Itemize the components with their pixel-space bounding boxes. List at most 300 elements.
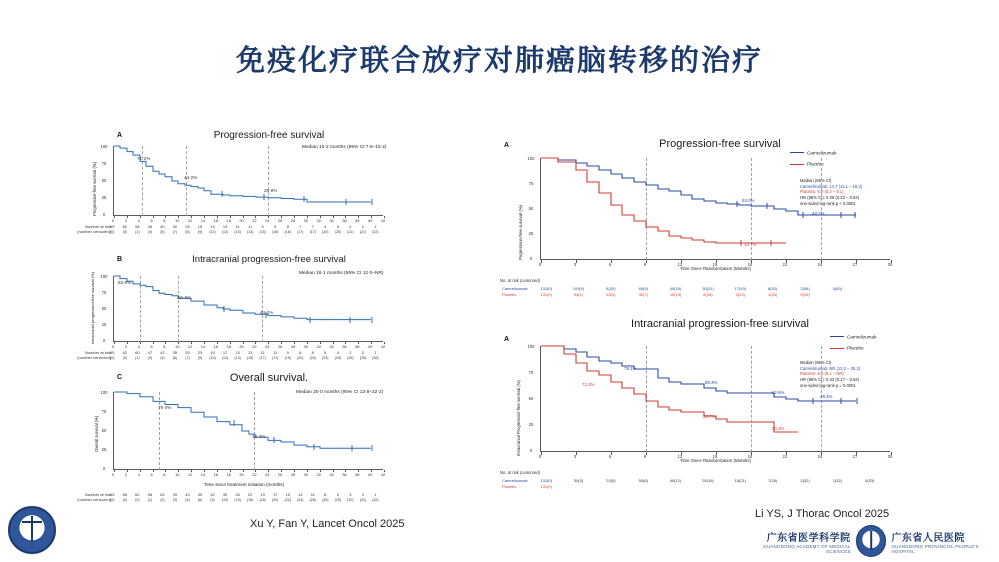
hospital-right-logo [742, 524, 999, 558]
risk-table-title: Number at risk [84, 350, 111, 355]
x-tick-label: 10 [175, 218, 180, 223]
x-tick-label: 12 [187, 218, 193, 223]
risk-cell: 3(22) [735, 292, 745, 297]
x-tick-label: 0 [111, 472, 115, 477]
risk-cell: (20) [309, 356, 316, 360]
y-tick: 25 [528, 231, 534, 236]
left-figure-panel [74, 128, 464, 506]
x-tick-label: 15 [712, 454, 718, 459]
x-tick-label: 2 [124, 344, 127, 349]
x-tick-label: 42 [380, 218, 386, 223]
annotation: 44·2% [184, 175, 198, 180]
survival-curves [541, 346, 891, 452]
risk-cell: (32) [372, 498, 379, 502]
x-tick-label: 12 [187, 472, 193, 477]
risk-cell: 65 [110, 492, 115, 497]
risk-cell: 32 [210, 492, 215, 497]
risk-cell: 11 [310, 492, 315, 497]
risk-cell: 65 [110, 350, 115, 355]
y-tick: 50 [528, 396, 534, 401]
risk-cell: (31) [359, 498, 367, 502]
x-tick-label: 6 [608, 454, 612, 459]
risk-cell: (10) [221, 498, 229, 502]
risk-cell: (12) [221, 230, 229, 234]
risk-cell: 26 [235, 492, 240, 497]
x-tick-label: 18 [226, 472, 231, 477]
risk-cell: (28) [322, 498, 329, 502]
x-tick-label: 42 [380, 472, 386, 477]
risk-cell: (20) [334, 230, 342, 234]
x-tick-label: 4 [137, 344, 140, 349]
y-tick: 100 [527, 156, 535, 161]
risk-cell: 7(24) [768, 478, 778, 483]
x-tick-label: 18 [747, 454, 753, 459]
x-tick-label: 9 [643, 454, 647, 459]
page-title: 免疫化疗联合放疗对肺癌脑转移的治疗 [235, 45, 763, 77]
x-tick-label: 6 [150, 218, 153, 223]
survival-curve [114, 276, 384, 342]
risk-cell: 0(25) [800, 292, 810, 297]
risk-cell: 3 [349, 492, 352, 497]
risk-cell: (25) [347, 356, 354, 360]
plot-area [540, 346, 890, 452]
annotation: 80.3% [705, 380, 718, 385]
risk-cell: 47 [147, 350, 153, 355]
risk-cell: 2 [349, 224, 352, 229]
risk-cell: (24) [334, 356, 342, 360]
risk-cell: 13 [247, 350, 253, 355]
x-tick-label: 12 [677, 454, 683, 459]
right-figure-panel [500, 136, 940, 502]
risk-cell: (5) [185, 498, 190, 502]
y-axis-label: Intracranial progression-free survival (%) [90, 271, 95, 344]
risk-cell: 53(4) [606, 292, 616, 297]
risk-cell: (19) [284, 356, 291, 360]
plot-area [113, 392, 383, 470]
x-tick-label: 30 [303, 344, 309, 349]
risk-cell: 11 [235, 224, 240, 229]
risk-cell: 8 [286, 224, 289, 229]
chart-title: Progression-free survival [659, 138, 781, 150]
risk-cell: 0(60) [832, 286, 843, 291]
x-tick-label: 26 [277, 472, 283, 477]
risk-table-title: Number at risk [84, 492, 111, 497]
x-tick-label: 24 [265, 218, 270, 223]
x-tick-label: 20 [239, 472, 244, 477]
median-note: Median 10·2 months (95% CI 7·5–15·2) [302, 145, 387, 150]
x-tick-label: 0 [111, 344, 115, 349]
risk-cell: 2 [361, 224, 364, 229]
y-tick: 100 [100, 274, 108, 279]
x-tick-label: 2 [124, 218, 127, 223]
risk-cell: 15 [285, 492, 290, 497]
logo-text-academy: 广东省医学科学院 [766, 532, 851, 544]
risk-cell: 7 [311, 224, 314, 229]
risk-cell: 109(0) [572, 286, 585, 291]
risk-cell: (3) [147, 356, 153, 360]
x-tick-label: 34 [329, 472, 334, 477]
risk-cell: (17) [271, 356, 279, 360]
y-tick: 25 [101, 322, 107, 327]
x-tick-label: 8 [163, 344, 166, 349]
risk-cell: 22 [247, 492, 253, 497]
x-tick-label: 3 [573, 454, 577, 459]
risk-cell: 132(0) [540, 478, 552, 483]
risk-cell: 25 [185, 224, 190, 229]
y-tick: 100 [100, 144, 108, 149]
plot-area [113, 276, 383, 342]
y-tick: 50 [101, 306, 107, 311]
y-tick: 0 [102, 212, 106, 217]
risk-cell: 2 [361, 350, 364, 355]
x-tick-label: 32 [316, 472, 321, 477]
chart-left-b [74, 252, 464, 372]
x-tick-label: 16 [213, 344, 219, 349]
risk-cell: (13) [234, 230, 241, 234]
risk-cell: 62 [122, 350, 128, 355]
x-tick-label: 30 [303, 472, 309, 477]
x-tick-label: 12 [677, 262, 683, 267]
risk-cell: 30(7) [638, 292, 648, 297]
risk-cell: 19 [197, 224, 203, 229]
risk-cell: 11 [260, 350, 265, 355]
risk-cell: (17) [297, 230, 304, 234]
risk-cell: (0) [135, 498, 140, 502]
risk-cell: 94(1) [573, 292, 584, 297]
statistics-box: Median (95% CI) Camrelizumab: 14.7 (11.1 – 18.3) Placebo: 5.9 (5.2 – 9.1) HR (95% CI): 0.35 (0.23 – 0.54) one-sided log-rank p < 0.0001 [800, 178, 863, 206]
risk-row [530, 478, 886, 483]
x-tick-label: 24 [817, 454, 823, 459]
y-tick: 0 [102, 338, 106, 343]
y-tick: 75 [528, 370, 534, 375]
risk-row [106, 497, 382, 502]
risk-cell: (0) [110, 356, 115, 360]
risk-cell: (1) [135, 356, 140, 360]
risk-cell: 15(13) [669, 292, 682, 297]
risk-cell: 42 [160, 350, 165, 355]
risk-cell: (24) [297, 498, 304, 502]
legend: Camrelizumab Placebo [830, 332, 877, 355]
risk-cell: (15) [246, 356, 254, 360]
annotation: 44·2% [260, 310, 274, 315]
risk-cell: 8(18) [703, 292, 713, 297]
x-tick-label: 6 [608, 262, 612, 267]
x-tick-label: 20 [239, 218, 244, 223]
x-tick-label: 15 [712, 262, 718, 267]
risk-cell: (12) [221, 356, 229, 360]
citation-left: Xu Y, Fan Y, Lancet Oncol 2025 [250, 518, 405, 530]
y-tick: 0 [529, 448, 533, 453]
risk-cell: 5 [324, 350, 327, 355]
x-tick-label: 16 [213, 218, 219, 223]
x-tick-label: 6 [150, 344, 153, 349]
risk-cell: (30) [347, 498, 354, 502]
x-tick-label: 18 [226, 344, 231, 349]
risk-cell: (7) [172, 230, 178, 234]
risk-cell: (0) [122, 356, 127, 360]
chart-title: Overall survival. [229, 372, 309, 384]
risk-cell: 65 [110, 224, 115, 229]
risk-cell: 22(5) [606, 478, 616, 483]
risk-cell: 15(21) [734, 478, 747, 483]
risk-row [106, 355, 382, 360]
annotation: 79·4% [158, 405, 172, 410]
x-tick-label: 2 [124, 472, 127, 477]
x-axis-label: Time since treatment initiation (months) [203, 482, 285, 487]
chart-right-a [500, 136, 940, 312]
x-tick-label: 30 [887, 262, 893, 267]
annotation: 26·8% [264, 188, 278, 193]
logo-text-hospital: 广东省人民医院 [891, 532, 965, 544]
x-tick-label: 24 [265, 472, 270, 477]
statistics-box: Median (95% CI) Camrelizumab: NR (12.2 – 25.2) Placebo: 8.5 (6.1 – NR) HR (95% CI): 0.33 (0.17 – 0.64) one-sided log-rank p = 0.0001 [800, 360, 861, 388]
x-tick-label: 38 [355, 218, 360, 223]
risk-cell: (18) [259, 498, 266, 502]
x-tick-label: 28 [290, 218, 296, 223]
risk-cell: (5) [160, 230, 165, 234]
risk-cell: 1(32) [832, 478, 843, 483]
panel-letter-a2: A [504, 336, 510, 343]
y-tick: 75 [528, 181, 534, 186]
legend-line-icon [790, 152, 804, 153]
risk-cell: (17) [309, 230, 316, 234]
panel-letter-a: A [504, 142, 510, 149]
risk-cell: (13) [234, 498, 241, 502]
x-tick-label: 14 [200, 218, 206, 223]
risk-cell: 40 [160, 224, 165, 229]
annotation: 66·6% [178, 295, 192, 300]
risk-cell: (16) [284, 230, 291, 234]
x-tick-label: 40 [367, 344, 373, 349]
x-tick-label: 27 [852, 454, 858, 459]
risk-cell: (0) [122, 498, 127, 502]
x-tick-label: 32 [316, 344, 321, 349]
annotation: 78.1% [624, 366, 637, 371]
risk-cell: (3) [172, 498, 178, 502]
x-tick-label: 16 [213, 472, 219, 477]
annotation: 62.6% [772, 390, 785, 395]
risk-cell: 0(33) [865, 478, 875, 483]
risk-cell: 23 [197, 350, 203, 355]
risk-row-label: Placebo [502, 484, 517, 489]
y-axis-label: Pogression-free survival (%) [518, 204, 523, 260]
y-tick: 50 [528, 206, 534, 211]
risk-row [530, 292, 886, 297]
y-axis-label: Overall survival (%) [94, 415, 99, 452]
risk-cell: 30 [222, 492, 228, 497]
legend-line-icon [830, 336, 844, 337]
x-tick-label: 18 [226, 218, 231, 223]
risk-cell: (10) [209, 356, 216, 360]
survival-curve [114, 392, 384, 470]
x-tick-label: 24 [817, 262, 823, 267]
x-tick-label: 12 [187, 344, 193, 349]
risk-cell: (2) [160, 498, 165, 502]
risk-cell: 9 [286, 350, 289, 355]
x-tick-label: 10 [175, 344, 180, 349]
x-tick-label: 8 [163, 218, 166, 223]
risk-cell: (29) [334, 498, 342, 502]
x-tick-label: 0 [538, 262, 542, 267]
risk-table-title: Number at risk [84, 224, 111, 229]
risk-cell: 9 [274, 224, 277, 229]
risk-cell: 17(43) [734, 286, 747, 291]
risk-cell: (4) [160, 356, 165, 360]
risk-cell: (23) [322, 356, 329, 360]
y-axis-label: Progression-free survival (%) [92, 162, 97, 216]
x-tick-label: 3 [573, 262, 577, 267]
y-tick: 0 [529, 256, 533, 261]
risk-cell: (13) [234, 356, 241, 360]
annotation: 48.4% [820, 394, 833, 399]
risk-cell: 35 [172, 350, 178, 355]
risk-cell: 11 [273, 350, 278, 355]
risk-cell: (21) [359, 230, 367, 234]
risk-cell: 7 [299, 224, 302, 229]
x-tick-label: 38 [355, 472, 360, 477]
risk-row [530, 286, 886, 291]
risk-cell: 131(0) [540, 292, 552, 297]
x-tick-label: 22 [252, 472, 257, 477]
risk-cell: 131(0) [540, 484, 552, 489]
y-tick: 75 [101, 290, 107, 295]
risk-cell: 13 [210, 224, 215, 229]
x-tick-label: 9 [643, 262, 647, 267]
risk-cell: 1(24) [768, 292, 778, 297]
x-tick-label: 38 [355, 344, 360, 349]
risk-cell: 40(12) [669, 478, 682, 483]
x-tick-label: 0 [111, 218, 115, 223]
logo-subtext-academy: GUANGDONG ACADEMY OF MEDICAL SCIENCES [763, 543, 851, 554]
risk-cell: 30(3) [573, 478, 584, 483]
x-tick-label: 21 [782, 454, 788, 459]
x-tick-label: 22 [252, 344, 257, 349]
chart-title: Progression-free survival [213, 130, 325, 141]
risk-cell: 1 [374, 350, 377, 355]
risk-cell: 9 [261, 224, 264, 229]
x-tick-label: 20 [239, 344, 244, 349]
risk-row [530, 484, 886, 489]
x-tick-label: 34 [329, 218, 334, 223]
risk-cell: (21) [347, 230, 354, 234]
risk-cell: 132(0) [540, 286, 552, 291]
risk-cell: (1) [135, 230, 140, 234]
risk-cell: (15) [259, 230, 266, 234]
risk-cell: 62 [122, 224, 128, 229]
risk-cell: (26) [309, 498, 316, 502]
risk-cell: (20) [297, 356, 304, 360]
risk-cell: (12) [209, 230, 216, 234]
x-tick-label: 22 [252, 218, 257, 223]
risk-cell: (9) [197, 356, 203, 360]
risk-cell: 8 [324, 492, 327, 497]
annotation: 72.2% [582, 382, 595, 387]
x-tick-label: 36 [342, 218, 347, 223]
risk-cell: 2 [349, 350, 352, 355]
risk-cell: (4) [147, 230, 153, 234]
risk-cell: 19 [260, 492, 265, 497]
plot-area [540, 158, 890, 260]
risk-row-label: Camrelizumab [502, 286, 528, 291]
x-tick-label: 28 [290, 472, 296, 477]
risk-row [106, 229, 382, 234]
y-tick: 100 [527, 344, 535, 349]
risk-cell: (0) [110, 498, 115, 502]
median-note: Median 20·0 months (95% CI 13·8–22·2) [296, 390, 384, 395]
risk-cell: (7) [185, 356, 190, 360]
x-tick-label: 14 [200, 344, 206, 349]
x-tick-label: 0 [538, 454, 542, 459]
risk-cell: (22) [372, 230, 379, 234]
x-tick-label: 30 [887, 454, 893, 459]
y-tick: 25 [101, 195, 107, 200]
risk-cell: 17 [222, 350, 228, 355]
x-tick-label: 40 [367, 218, 373, 223]
risk-cell: 4 [336, 350, 339, 355]
panel-letter-b: B [117, 256, 123, 263]
x-tick-label: 36 [342, 472, 347, 477]
x-tick-label: 10 [175, 472, 180, 477]
risk-cell: 11 [248, 224, 253, 229]
x-tick-label: 26 [277, 218, 283, 223]
risk-cell: (1) [147, 498, 153, 502]
risk-cell: (17) [259, 356, 266, 360]
risk-cell: 58 [135, 224, 140, 229]
x-tick-label: 8 [163, 472, 166, 477]
risk-cell: 82(5) [606, 286, 616, 291]
risk-cell: 13 [298, 492, 303, 497]
x-tick-label: 14 [200, 472, 206, 477]
x-tick-label: 30 [303, 218, 309, 223]
chart-left-c [74, 372, 464, 506]
risk-row-label: Placebo [502, 292, 517, 297]
survival-curves [541, 158, 891, 260]
risk-cell: 3 [336, 224, 339, 229]
chart-title: Intracranial progression-free survival [192, 254, 346, 265]
risk-cell: (25) [359, 356, 367, 360]
risk-cell: 62 [135, 492, 140, 497]
chart-left-a [74, 128, 464, 246]
annotation: 38.7% [703, 414, 716, 419]
risk-cell: (20) [322, 230, 329, 234]
chart-title: Intracranial progression-free survival [631, 318, 809, 330]
risk-cell: 65 [122, 492, 128, 497]
hospital-seal-left-logo [8, 506, 58, 556]
risk-cell: 25(16) [702, 478, 714, 483]
risk-cell: 8(52) [768, 286, 778, 291]
plot-area [113, 146, 383, 216]
risk-cell: 39 [197, 492, 203, 497]
panel-letter-c: C [117, 374, 123, 381]
annotation: 38·4% [252, 434, 266, 439]
risk-cell: (0) [110, 230, 115, 234]
y-tick: 25 [101, 447, 107, 452]
annotation: 53.0% [742, 198, 755, 203]
annotation: 30.2% [772, 426, 785, 431]
x-tick-label: 40 [367, 472, 373, 477]
seal-emblem-icon [856, 525, 887, 557]
annotation: 71·2% [137, 156, 151, 161]
risk-table-title: No. at risk (censored) [500, 278, 541, 283]
risk-cell: 2(58) [800, 286, 810, 291]
risk-cell: 13 [222, 224, 228, 229]
risk-cell: 19 [210, 350, 215, 355]
risk-cell: 45 [147, 224, 153, 229]
risk-cell: 60 [135, 350, 140, 355]
risk-row-label: Camrelizumab [502, 478, 528, 483]
citation-right: Li YS, J Thorac Oncol 2025 [755, 508, 890, 520]
risk-cell: (13) [246, 230, 254, 234]
